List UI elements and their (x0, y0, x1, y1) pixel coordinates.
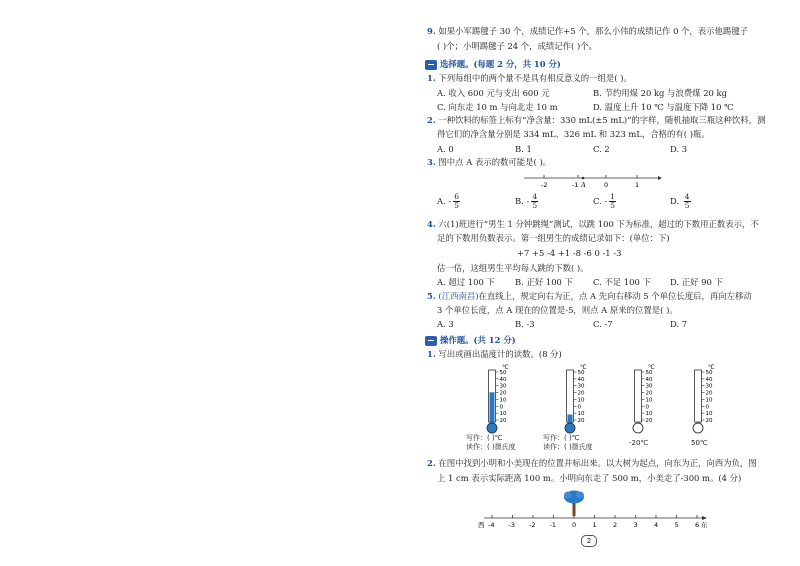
tick-label-minus1: -1 (572, 181, 579, 189)
choice2-text2: 得它们的净含量分别是 334 mL、326 mL 和 323 mL，合格的有( )瓶。 (437, 129, 710, 139)
section-choice-heading (425, 58, 561, 70)
thermo1-bulb (487, 423, 497, 433)
choice2-stem (427, 115, 765, 126)
choice1-option-c[interactable]: C. 向东走 10 m 与向北走 10 m (437, 102, 558, 112)
choice3-stem (427, 157, 551, 168)
choice4-text2: 足的下数用负数表示。第一组男生的成绩记录如下：(单位：下) (437, 233, 670, 243)
choice4-data: +7 +5 -4 +1 -8 -6 0 -1 -3 (517, 248, 622, 258)
thermo1-unit: ℃ (502, 364, 509, 371)
choice4-option-d[interactable]: D. 正好 90 下 (670, 277, 723, 287)
thermo1-read: 读作：( )摄氏度 (466, 443, 516, 451)
thermo3-scale-label: 10 (645, 411, 653, 418)
tree-crown-icon (564, 492, 572, 499)
thermo3-tube (635, 370, 642, 422)
section-operation-title: 操作题。(共 12 分) (440, 335, 516, 345)
tick-label: 2 (613, 521, 618, 529)
thermo4-tube (695, 370, 702, 422)
choice5-source-tag: (江西南昌) (438, 291, 479, 301)
choice1-option-a[interactable]: A. 收入 600 元与支出 600 元 (437, 88, 550, 98)
tick-label: 5 (674, 521, 679, 529)
q9-number: 9. (427, 26, 436, 36)
thermo3-bulb (633, 423, 643, 433)
operation1-number: 1. (427, 349, 436, 359)
thermo3-scale-label: 50 (645, 370, 653, 376)
choice4-text1: 六(1)班进行“男生 1 分钟跳绳”测试，以跳 100 下为标准，超过的下数用正数表示，不 (438, 219, 759, 229)
thermo3-scale-label: 20 (645, 418, 653, 424)
choice3-option-c-letter: C. (593, 196, 602, 206)
thermo3-scale-label: 10 (645, 397, 653, 404)
thermo3-label: -20℃ (629, 439, 649, 447)
choice3-text: 图中点 A 表示的数可能是( )。 (438, 157, 552, 167)
choice3-number: 3. (427, 157, 436, 167)
thermo2-unit: ℃ (580, 364, 587, 371)
operation1-text: 写出或画出温度计的读数。(8 分) (438, 349, 562, 359)
choice3-option-c-sign: - (604, 196, 608, 206)
tick-label: 6 (695, 521, 700, 529)
point-a-label: A (581, 181, 586, 189)
choice2-option-b[interactable]: B. 1 (515, 144, 532, 154)
q9-text1: 如果小军踢毽子 30 个，成绩记作+5 个，那么小伟的成绩记作 0 个，表示他踢毽子 (438, 26, 749, 36)
thermo4-scale-label: 30 (705, 383, 713, 390)
thermo1-scale-label: 20 (499, 418, 507, 424)
choice4-option-c[interactable]: C. 不足 100 下 (593, 277, 651, 287)
thermo2-scale-label: 40 (577, 376, 585, 383)
section-choice-title: 选择题。(每题 2 分，共 10 分) (440, 59, 561, 69)
thermo2-bulb (565, 423, 575, 433)
choice3-option-a-sign: - (448, 196, 452, 206)
page-number: 2 (581, 535, 597, 547)
thermo1-mercury (490, 392, 495, 424)
choice3-number-line (522, 171, 664, 191)
operation2-text2: 上 1 cm 表示实际距离 100 m。小明向东走了 500 m，小美走了-300 m。(4 分) (437, 473, 742, 483)
choice5-option-d[interactable]: D. 7 (670, 319, 688, 329)
choice3-option-d-fraction (684, 193, 691, 210)
thermo4-scale-label: 10 (705, 397, 713, 404)
thermo2-scale-label: 50 (577, 370, 585, 376)
choice2-option-c[interactable]: C. 2 (593, 144, 610, 154)
choice1-option-b[interactable]: B. 节约用煤 20 kg 与浪费煤 20 kg (593, 88, 727, 98)
thermo4-scale-label: 20 (705, 418, 713, 424)
thermo4-scale-label: 0 (705, 404, 709, 411)
choice3-option-d[interactable] (670, 193, 693, 210)
choice1-option-d[interactable]: D. 温度上升 10 ℃ 与温度下降 10 ℃ (593, 102, 734, 112)
choice2-text1: 一种饮料的标签上标有“净含量：330 mL(±5 mL)”的字样，随机抽取三瓶这种饮料，测 (438, 115, 766, 125)
fraction-numerator: 1 (610, 192, 616, 201)
operation2-text1: 在图中找到小明和小美现在的位置并标出来。以大树为起点，向东为正，向西为负，图 (438, 458, 757, 468)
tick-label: -2 (529, 521, 536, 529)
choice3-option-a-fraction (453, 193, 460, 210)
thermo2-scale-label: 0 (577, 404, 581, 411)
q9-line1 (427, 26, 748, 37)
operation2-stem (427, 458, 757, 469)
choice1-text: 下列每组中的两个量不是具有相反意义的一组是( )。 (438, 73, 632, 83)
fraction-denominator: 5 (684, 201, 690, 210)
section-badge-icon (425, 60, 437, 70)
tick-label-1: 1 (635, 181, 640, 189)
tick-label: 0 (572, 521, 577, 529)
west-label: 西 (478, 521, 485, 529)
thermo3-scale-label: 0 (645, 404, 649, 411)
tick-label: -3 (508, 521, 515, 529)
thermo3-unit: ℃ (648, 364, 655, 371)
thermo2-scale-label: 10 (577, 397, 585, 404)
thermo3-scale-label: 30 (645, 383, 653, 390)
choice5-stem (427, 291, 752, 302)
choice4-option-a[interactable]: A. 超过 100 下 (437, 277, 495, 287)
choice2-option-d[interactable]: D. 3 (670, 144, 688, 154)
thermo3-scale-label: 20 (645, 390, 653, 397)
thermo4-scale-label: 40 (705, 376, 713, 383)
thermo1-write: 写作：( )℃ (466, 434, 503, 442)
fraction-numerator: 6 (454, 192, 460, 201)
choice3-option-b-fraction (531, 193, 538, 210)
fraction-denominator: 5 (454, 201, 460, 210)
thermo1-scale-label: 30 (499, 383, 507, 390)
tick-label: 3 (633, 521, 638, 529)
east-label: 东 (701, 521, 708, 529)
tick-label-minus2: -2 (541, 181, 548, 189)
axis-arrow (658, 176, 662, 180)
thermo1-scale-label: 10 (499, 411, 507, 418)
fraction-numerator: 4 (684, 192, 690, 201)
thermo1-scale-label: 40 (499, 376, 507, 383)
choice2-option-a[interactable]: A. 0 (437, 144, 454, 154)
choice4-option-b[interactable]: B. 正好 100 下 (515, 277, 573, 287)
choice3-option-c[interactable] (593, 193, 618, 210)
point-a (582, 177, 585, 180)
choice5-option-a[interactable]: A. 3 (437, 319, 454, 329)
choice4-stem (427, 219, 759, 230)
choice5-text2: 3 个单位长度，点 A 现在的位置是-5，则点 A 原来的位置是( )。 (437, 305, 678, 315)
fraction-numerator: 4 (532, 192, 538, 201)
choice1-stem (427, 73, 632, 84)
thermo4-scale-label: 20 (705, 390, 713, 397)
thermo2-tube (567, 370, 574, 422)
choice5-option-c[interactable]: C. -7 (593, 319, 613, 329)
thermo1-scale-label: 20 (499, 390, 507, 397)
thermo1-scale-label: 0 (499, 404, 503, 411)
choice4-number: 4. (427, 219, 436, 229)
choice1-number: 1. (427, 73, 436, 83)
operation2-number-line (478, 486, 718, 530)
thermo2-scale-label: 30 (577, 383, 585, 390)
thermo1-scale-label: 10 (499, 397, 507, 404)
thermo3-scale-label: 40 (645, 376, 653, 383)
section-operation-heading (425, 334, 516, 346)
choice3-option-b[interactable] (515, 193, 540, 210)
tick-label: 1 (592, 521, 597, 529)
thermo2-scale-label: 20 (577, 390, 585, 397)
thermo2-scale-label: 10 (577, 411, 585, 418)
tree-crown-icon (576, 492, 584, 499)
thermo4-unit: ℃ (708, 364, 715, 371)
tick-label: -1 (549, 521, 556, 529)
choice2-number: 2. (427, 115, 436, 125)
choice4-text3: 估一估，这组男生平均每人跳的下数( )。 (437, 263, 589, 273)
operation2-number: 2. (427, 458, 436, 468)
thermo4-scale-label: 50 (705, 370, 713, 376)
choice3-option-d-letter: D. (670, 196, 680, 206)
thermo2-write: 写作：( )℃ (543, 434, 580, 442)
axis-arrow (702, 516, 707, 520)
choice3-option-b-sign: - (526, 196, 530, 206)
thermo4-label: 50℃ (691, 439, 708, 447)
section-badge-icon (425, 336, 437, 346)
choice3-option-a[interactable] (437, 193, 462, 210)
thermo4-bulb (693, 423, 703, 433)
tree-trunk-icon (573, 502, 576, 516)
choice5-option-b[interactable]: B. -3 (515, 319, 535, 329)
tick-label-0: 0 (604, 181, 609, 189)
tick-label: -4 (488, 521, 495, 529)
fraction-denominator: 5 (532, 201, 538, 210)
fraction-denominator: 5 (610, 201, 616, 210)
tick-label: 4 (654, 521, 659, 529)
operation1-stem (427, 349, 562, 360)
thermo2-scale-label: 20 (577, 418, 585, 424)
choice5-text1: 在直线上，规定向右为正，点 A 先向右移动 5 个单位长度后，再向左移动 (478, 291, 752, 301)
choice3-option-a-letter: A. (437, 196, 446, 206)
choice3-option-b-letter: B. (515, 196, 524, 206)
choice5-number: 5. (427, 291, 436, 301)
q9-line2: ( )个；小明踢毽子 24 个，成绩记作( )个。 (437, 41, 597, 51)
thermo4-scale-label: 10 (705, 411, 713, 418)
thermo2-read: 读作：( )摄氏度 (543, 443, 593, 451)
choice3-option-c-fraction (609, 193, 616, 210)
thermo1-scale-label: 50 (499, 370, 507, 376)
